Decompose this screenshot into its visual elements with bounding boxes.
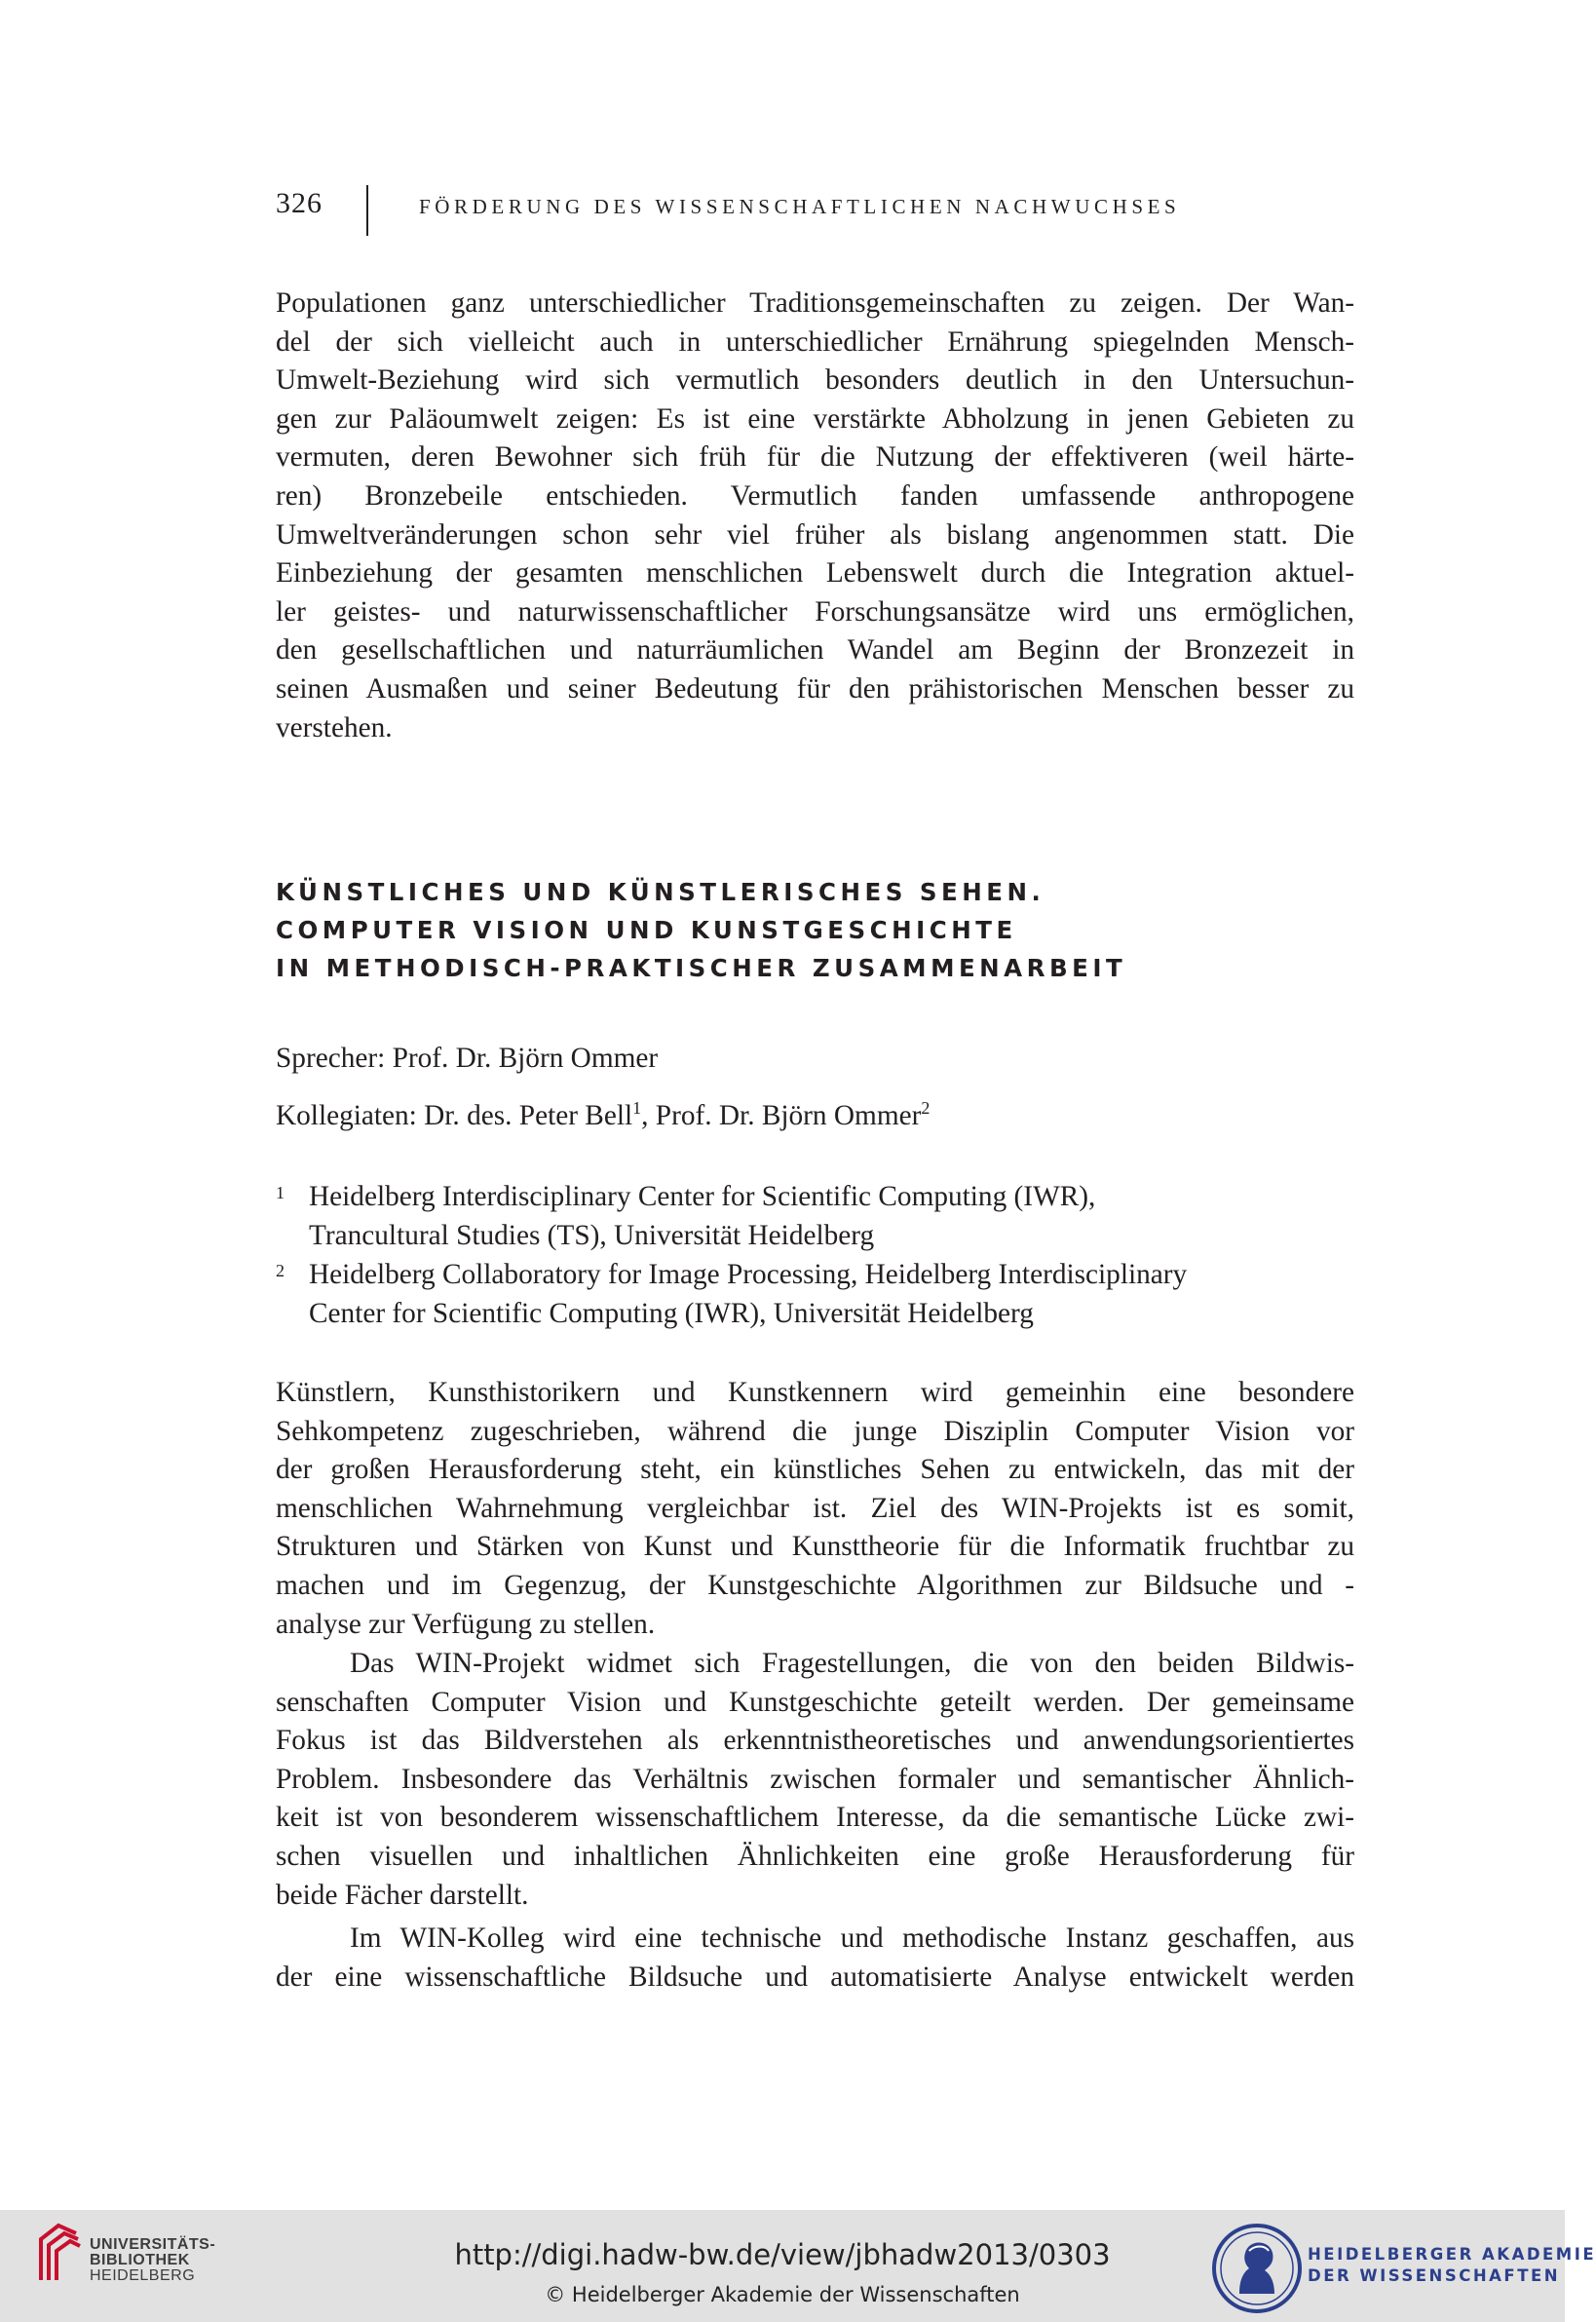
text-line: seinen Ausmaßen und seiner Bedeutung für den prähistorischen Menschen besser zu [276, 672, 1354, 704]
affiliation-line: Trancultural Studies (TS), Universität Heidelberg [309, 1219, 875, 1251]
body-paragraph [276, 1920, 1354, 1997]
affiliation-line: Heidelberg Interdisciplinary Center for Scientific Computing (IWR), [309, 1181, 1096, 1212]
text-line: beide Fächer darstellt. [276, 1879, 529, 1911]
academy-seal-icon [1210, 2222, 1304, 2315]
text-line: vermuten, deren Bewohner sich früh für die Nutzung der effektiveren (weil härte- [276, 441, 1354, 474]
footnote-ref-2: 2 [921, 1098, 931, 1118]
text-line: ren) Bronzebeile entschieden. Vermutlich fanden umfassende anthropogene [276, 479, 1354, 512]
text-line: Im WIN-Kolleg wird eine technische und methodische Instanz geschaffen, aus [350, 1922, 1354, 1954]
ub-logo-line: HEIDELBERG [90, 2267, 196, 2284]
text-line: senschaften Computer Vision und Kunstgeschichte geteilt werden. Der gemeinsame [276, 1686, 1354, 1718]
text-line: Umwelt-Beziehung wird sich vermutlich besonders deutlich in den Untersuchun- [276, 364, 1354, 397]
copyright-notice: © Heidelberger Akademie der Wissenschaften [545, 2283, 1020, 2306]
running-head: FÖRDERUNG DES WISSENSCHAFTLICHEN NACHWUCHSES [419, 195, 1181, 218]
text-line: Umweltveränderungen schon sehr viel früher als bislang angenommen statt. Die [276, 518, 1354, 551]
section-title [276, 873, 1126, 987]
affiliation-line: Center for Scientific Computing (IWR), Universität Heidelberg [309, 1297, 1034, 1329]
text-line: schen visuellen und inhaltlichen Ähnlichkeiten eine große Herausforderung für [276, 1840, 1354, 1872]
academy-logo-line: HEIDELBERGER AKADEMIE [1308, 2245, 1596, 2264]
body-paragraph [276, 1645, 1354, 1915]
text-line: verstehen. [276, 711, 393, 743]
affiliation-line: Heidelberg Collaboratory for Image Processing, Heidelberg Interdisciplinary [309, 1259, 1188, 1290]
text-line: machen und im Gegenzug, der Kunstgeschichte Algorithmen zur Bildsuche und - [276, 1569, 1354, 1601]
intro-paragraph [276, 285, 1354, 747]
kollegiaten-text-2: , Prof. Dr. Björn Ommer [641, 1100, 922, 1131]
page-number: 326 [276, 187, 323, 219]
academy-logo-line: DER WISSENSCHAFTEN [1308, 2266, 1561, 2285]
affiliation-mark: 2 [276, 1261, 285, 1280]
header-divider [366, 185, 368, 236]
section-title-line: COMPUTER VISION UND KUNSTGESCHICHTE [276, 916, 1017, 944]
text-line: Strukturen und Stärken von Kunst und Kunsttheorie für die Informatik fruchtbar zu [276, 1531, 1354, 1563]
footnote-ref-1: 1 [632, 1098, 642, 1118]
academy-logo-text [1308, 2244, 1596, 2287]
text-line: analyse zur Verfügung zu stellen. [276, 1608, 656, 1640]
affiliation-mark: 1 [276, 1183, 285, 1202]
text-line: der großen Herausforderung steht, ein künstliches Sehen zu entwickeln, das mit der [276, 1454, 1354, 1486]
text-line: der eine wissenschaftliche Bildsuche und automatisierte Analyse entwickelt werden [276, 1960, 1354, 1993]
kollegiaten-text: Kollegiaten: Dr. des. Peter Bell [276, 1100, 633, 1131]
permalink-url[interactable]: http://digi.hadw-bw.de/view/jbhadw2013/0303 [454, 2238, 1111, 2271]
text-line: Populationen ganz unterschiedlicher Traditionsgemeinschaften zu zeigen. Der Wan- [276, 287, 1354, 319]
text-line: Einbeziehung der gesamten menschlichen Lebenswelt durch die Integration aktuel- [276, 557, 1354, 590]
speaker-line: Sprecher: Prof. Dr. Björn Ommer [276, 1043, 659, 1074]
text-line: ler geistes- und naturwissenschaftlicher Forschungsansätze wird uns ermöglichen, [276, 595, 1354, 628]
text-line: gen zur Paläoumwelt zeigen: Es ist eine verstärkte Abholzung in jenen Gebieten zu [276, 402, 1354, 435]
text-line: Künstlern, Kunsthistorikern und Kunstkennern wird gemeinhin eine besondere [276, 1377, 1354, 1408]
text-line: menschlichen Wahrnehmung vergleichbar ist. Ziel des WIN-Projekts ist es somit, [276, 1492, 1354, 1524]
text-line: Das WIN-Projekt widmet sich Fragestellungen, die von den beiden Bildwis- [350, 1648, 1354, 1679]
text-line: del der sich vielleicht auch in unterschiedlicher Ernährung spiegelnden Mensch- [276, 325, 1354, 358]
text-line: Problem. Insbesondere das Verhältnis zwischen formaler und semantischer Ähnlich- [276, 1763, 1354, 1795]
body-paragraph [276, 1374, 1354, 1644]
ub-logo-line: UNIVERSITÄTS- [90, 2236, 216, 2253]
section-title-line: KÜNSTLICHES UND KÜNSTLERISCHES SEHEN. [276, 878, 1045, 906]
kollegiaten-line [276, 1100, 930, 1132]
text-line: den gesellschaftlichen und naturräumlichen Wandel am Beginn der Bronzezeit in [276, 634, 1354, 666]
section-title-line: IN METHODISCH-PRAKTISCHER ZUSAMMENARBEIT [276, 954, 1127, 982]
text-line: Sehkompetenz zugeschrieben, während die junge Disziplin Computer Vision vor [276, 1415, 1354, 1447]
ub-logo-line: BIBLIOTHEK [90, 2252, 190, 2268]
page-header [276, 185, 1348, 236]
text-line: keit ist von besonderem wissenschaftlichem Interesse, da die semantische Lücke zwi- [276, 1802, 1354, 1834]
text-line: Fokus ist das Bildverstehen als erkenntnistheoretisches und anwendungsorientiertes [276, 1725, 1354, 1757]
